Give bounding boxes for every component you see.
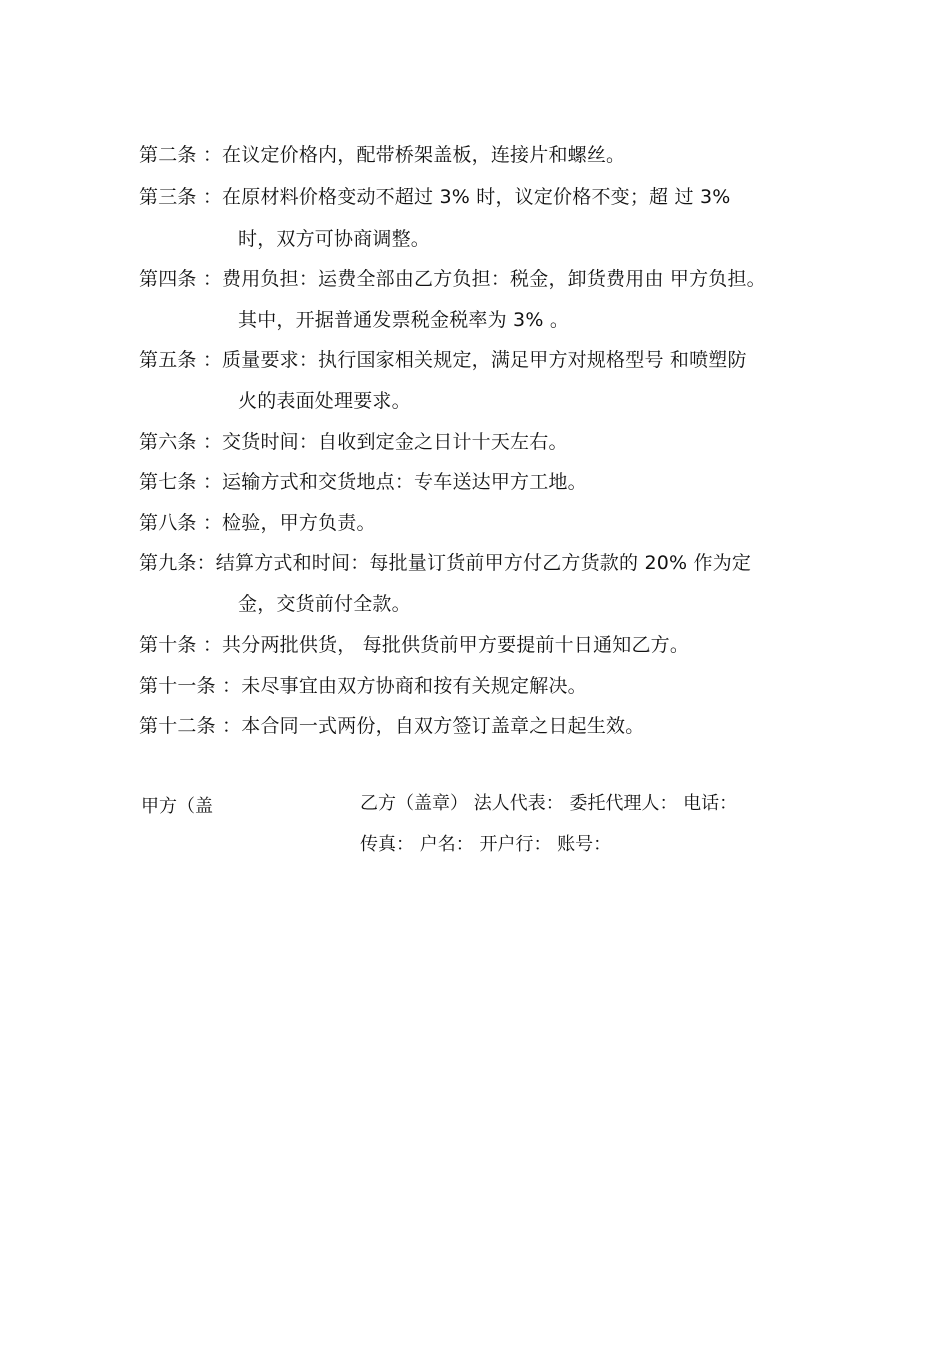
clause-2-line-1: 第二条 ：在议定价格内，配带桥架盖板，连接片和螺丝。 <box>139 144 626 166</box>
party-b-signature-line-1: 乙方（盖章） 法人代表： 委托代理人： 电话： <box>360 793 738 814</box>
clause-11-line-1: 第十一条 ：未尽事宜由双方协商和按有关规定解决。 <box>139 675 587 697</box>
clause-12-line-1: 第十二条 ：本合同一式两份，自双方签订盖章之日起生效。 <box>139 715 645 737</box>
party-b-signature-line-2: 传真： 户名： 开户行： 账号： <box>360 834 612 855</box>
clause-6-line-1: 第六条 ：交货时间：自收到定金之日计十天左右。 <box>139 431 568 453</box>
clause-4-line-1: 第四条 ：费用负担：运费全部由乙方负担：税金，卸货费用由 甲方负担。 <box>139 268 766 290</box>
clause-4-line-2: 其中，开据普通发票税金税率为 3% 。 <box>238 309 570 331</box>
clause-3-line-1: 第三条 ：在原材料价格变动不超过 3% 时，议定价格不变；超 过 3% <box>139 186 731 208</box>
clause-3-line-2: 时，双方可协商调整。 <box>238 228 431 250</box>
party-a-signature: 甲方（盖 <box>141 796 213 817</box>
clause-7-line-1: 第七条 ：运输方式和交货地点：专车送达甲方工地。 <box>139 471 587 493</box>
clause-8-line-1: 第八条 ：检验，甲方负责。 <box>139 512 376 534</box>
clause-5-line-1: 第五条 ：质量要求：执行国家相关规定，满足甲方对规格型号 和喷塑防 <box>139 349 747 371</box>
clause-5-line-2: 火的表面处理要求。 <box>238 390 411 412</box>
clause-9-line-1: 第九条：结算方式和时间：每批量订货前甲方付乙方货款的 20% 作为定 <box>139 552 752 574</box>
clause-10-line-1: 第十条 ：共分两批供货， 每批供货前甲方要提前十日通知乙方。 <box>139 634 690 656</box>
clause-9-line-2: 金，交货前付全款。 <box>238 593 411 615</box>
